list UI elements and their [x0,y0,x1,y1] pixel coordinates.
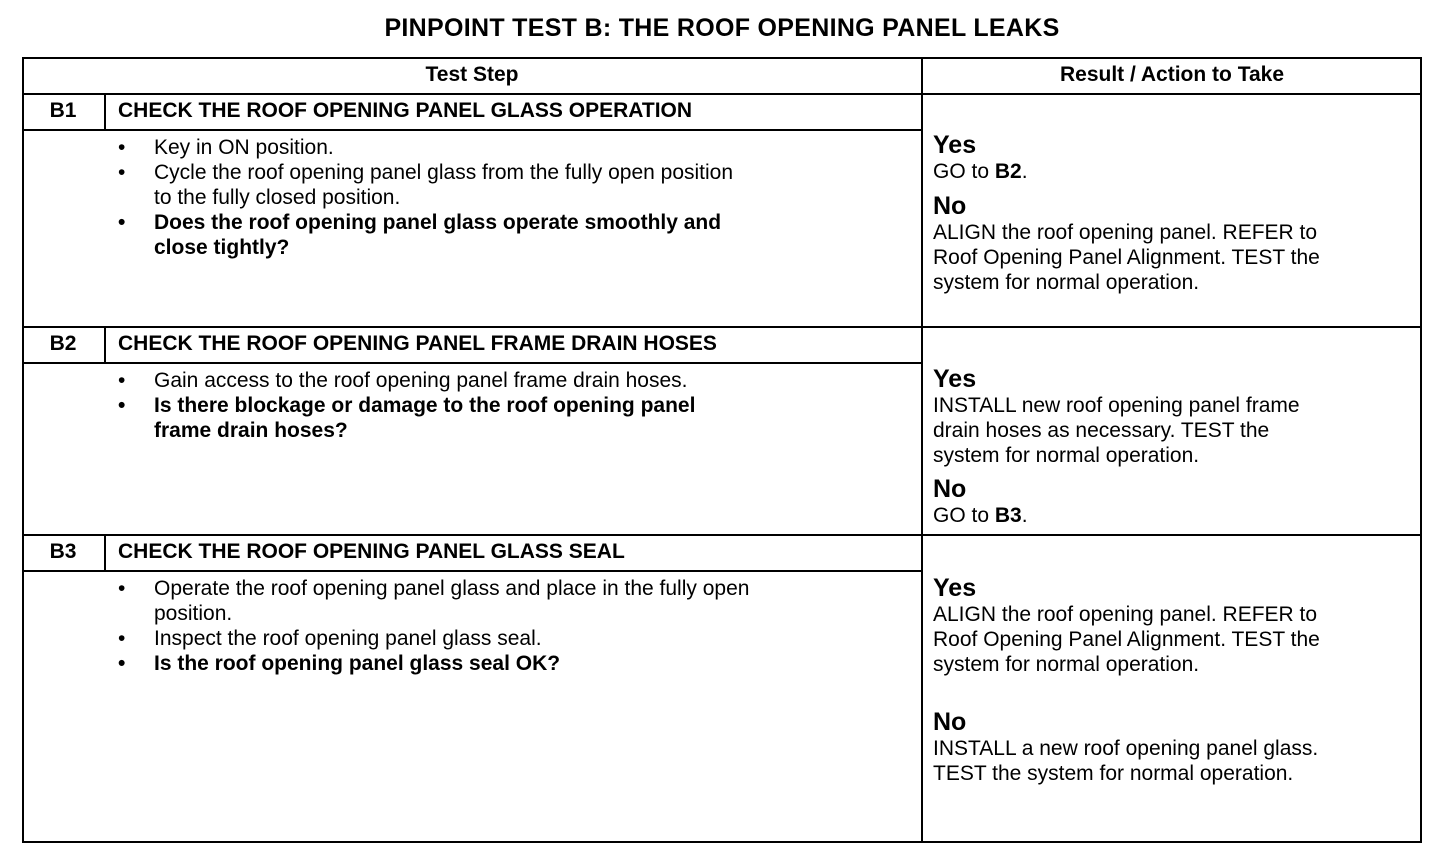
yes-action [933,159,1320,184]
step-id-divider [104,93,106,129]
no-action-text: GO to [933,504,995,527]
step-reference: B2 [994,160,1022,183]
no-action [933,220,1320,295]
step-title: CHECK THE ROOF OPENING PANEL GLASS SEAL [118,540,625,563]
step-id-divider [104,534,106,570]
instruction-line: to the fully closed position. [154,186,401,209]
no-label: No [933,708,967,736]
instruction-item [116,626,749,651]
yes-action [933,602,1320,677]
instruction-question [116,210,733,260]
no-action [933,503,1300,528]
step-title-divider [22,129,921,131]
instruction-item [116,160,733,210]
no-action [933,736,1320,786]
no-label: No [933,192,967,220]
step-title-divider [22,362,921,364]
instruction-line: • Operate the roof opening panel glass and place in the fully open [154,577,750,600]
instruction-line: • Key in ON position. [154,136,334,159]
no-action-line: Roof Opening Panel Alignment. TEST the [933,246,1320,269]
instruction-item [116,135,733,160]
step-instructions [116,576,749,676]
yes-action-line: drain hoses as necessary. TEST the [933,419,1270,442]
column-divider [921,57,923,843]
yes-action-line: Roof Opening Panel Alignment. TEST the [933,628,1320,651]
instruction-line: • Does the roof opening panel glass operate smoothly and [154,211,722,234]
step-title: CHECK THE ROOF OPENING PANEL FRAME DRAIN HOSES [118,332,717,355]
yes-label: Yes [933,365,977,393]
step-id-divider [104,326,106,362]
step-title-divider [22,570,921,572]
step-id: B1 [49,99,77,122]
instruction-line: • Inspect the roof opening panel glass seal. [154,627,542,650]
step-instructions [116,135,733,260]
step-id: B3 [49,540,77,563]
instruction-line: • Cycle the roof opening panel glass from the fully open position [154,161,734,184]
step-instructions [116,368,695,443]
instruction-line: • Is the roof opening panel glass seal OK? [154,652,561,675]
header-divider [22,93,1422,95]
instruction-item [116,576,749,626]
yes-action-line: system for normal operation. [933,444,1200,467]
instruction-question [116,651,749,676]
result-action [933,132,1320,295]
step-id: B2 [49,332,77,355]
instruction-line: position. [154,602,233,625]
instruction-question [116,393,695,443]
no-action-line: system for normal operation. [933,271,1200,294]
yes-action-line: ALIGN the roof opening panel. REFER to [933,603,1318,626]
instruction-line: close tightly? [154,236,290,259]
yes-action [933,393,1300,468]
instruction-line: • Is there blockage or damage to the roof opening panel [154,394,696,417]
instruction-line: • Gain access to the roof opening panel frame drain hoses. [154,369,688,392]
step-reference: B3 [994,504,1022,527]
instruction-line: frame drain hoses? [154,419,348,442]
yes-action-text: GO to [933,160,995,183]
yes-action-line: INSTALL new roof opening panel frame [933,394,1300,417]
page-title: PINPOINT TEST B: THE ROOF OPENING PANEL LEAKS [384,14,1060,42]
result-action [933,366,1300,528]
row-divider [22,534,1422,536]
yes-label: Yes [933,574,977,602]
no-action-line: ALIGN the roof opening panel. REFER to [933,221,1318,244]
yes-action-line: system for normal operation. [933,653,1200,676]
no-action-line: INSTALL a new roof opening panel glass. [933,737,1319,760]
column-header-result: Result / Action to Take [1059,63,1285,86]
yes-label: Yes [933,131,977,159]
instruction-item [116,368,695,393]
column-header-test-step: Test Step [425,63,519,86]
yes-action-text: . [1021,160,1028,183]
no-label: No [933,475,967,503]
result-action [933,575,1320,786]
row-divider [22,326,1422,328]
no-action-text: . [1021,504,1028,527]
step-title: CHECK THE ROOF OPENING PANEL GLASS OPERATION [118,99,693,122]
no-action-line: TEST the system for normal operation. [933,762,1294,785]
